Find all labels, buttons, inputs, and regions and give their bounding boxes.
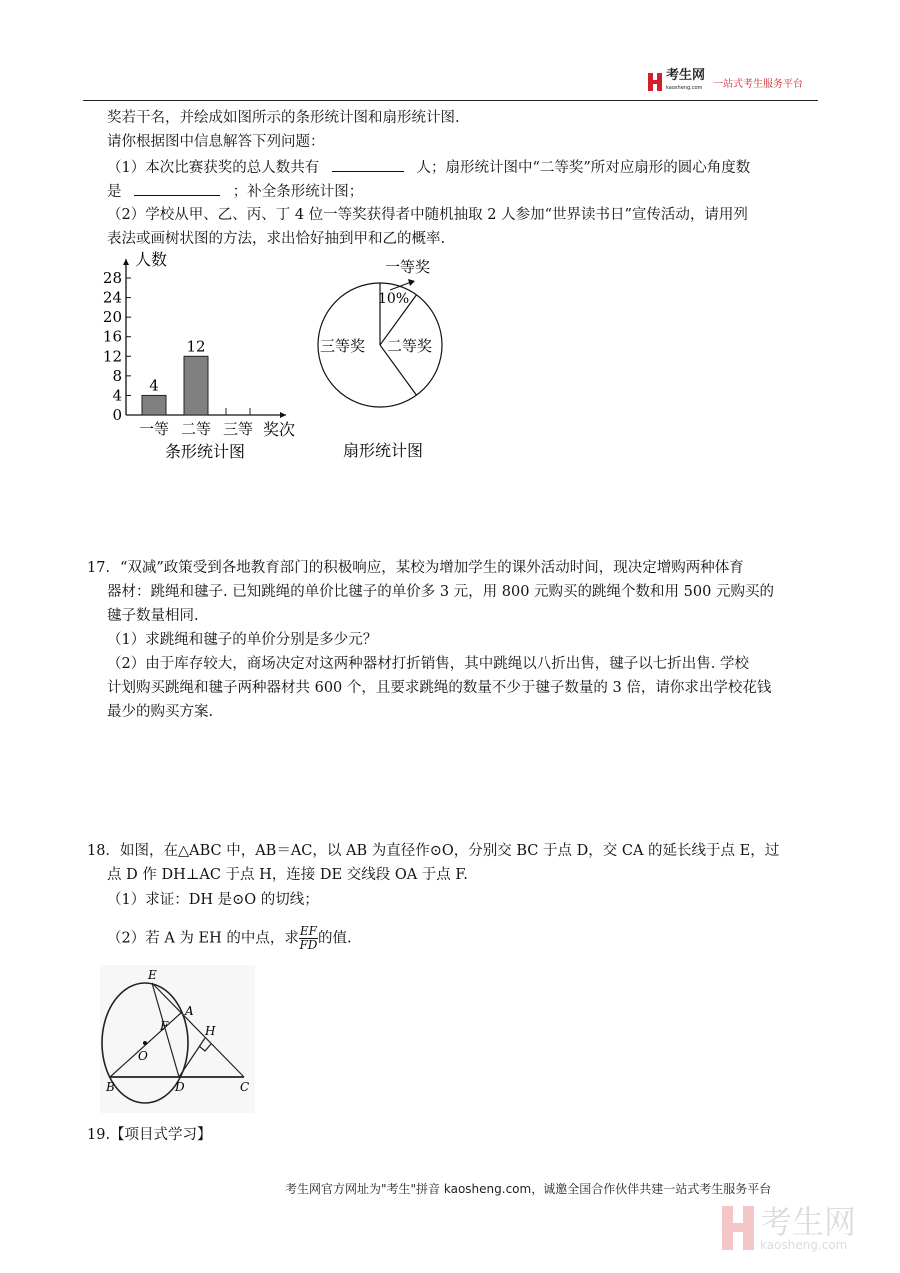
center-point-o (143, 1041, 147, 1045)
footer-text: 考生网官方网址为"考生"拼音 kaosheng.com，诚邀全国合作伙伴共建一站式考生服务平台 (285, 1182, 772, 1196)
watermark-logo-icon (722, 1206, 754, 1250)
q16-part1-text-4: ；补全条形统计图； (232, 184, 364, 200)
header-logo (648, 70, 803, 94)
label-b: B (106, 1080, 115, 1094)
q17-line-2: 器材：跳绳和毽子. 已知跳绳的单价比毽子的单价多 3 元，用 800 元购买的跳绳个数和用 500 元购买的 (107, 584, 774, 600)
q16-part1-cont (107, 181, 363, 202)
q16-line-1: 奖若干名，并绘成如图所示的条形统计图和扇形统计图. (107, 110, 460, 126)
header-slogan: 一站式考生服务平台 (713, 78, 804, 90)
q16-part1-text: （1）本次比赛获奖的总人数共有 (107, 160, 320, 176)
q16-part1 (107, 157, 750, 178)
fraction-ef-fd (299, 925, 318, 952)
q18-part2 (107, 925, 352, 952)
brand-name: 考生网 kaosheng.com (666, 68, 706, 91)
watermark-sub: kaosheng.com (760, 1238, 848, 1252)
y-tick-label: 16 (102, 327, 122, 346)
kaosheng-logo-icon (648, 73, 662, 91)
bar-xlabel: 奖次 (263, 420, 296, 439)
q17-part2: （2）由于库存较大，商场决定对这两种器材打折销售，其中跳绳以八折出售，毽子以七折出售. 学校 (107, 656, 749, 672)
label-c: C (240, 1080, 250, 1094)
q17-line-1: 17．“双减”政策受到各地教育部门的积极响应，某校为增加学生的课外活动时间，现决定增购两种体育 (87, 560, 744, 576)
q17-part2-cont-2: 最少的购买方案. (107, 704, 214, 720)
label-h: H (205, 1024, 216, 1038)
pie-callout-arrow-icon (408, 279, 415, 286)
y-tick-label: 20 (102, 308, 122, 327)
pie-chart (310, 250, 460, 465)
x-tick-label: 二等 (180, 420, 212, 438)
y-tick-label: 24 (102, 288, 122, 307)
watermark (722, 1205, 856, 1251)
bar (142, 395, 166, 415)
bar-ylabel: 人数 (135, 250, 168, 269)
x-axis-arrow-icon (280, 412, 286, 418)
q19-heading: 19.【项目式学习】 (87, 1127, 212, 1143)
bar-data-label: 4 (149, 376, 159, 395)
fraction-denominator: FD (299, 938, 318, 952)
answer-blank-total[interactable] (332, 157, 404, 172)
y-tick-label: 28 (102, 269, 122, 287)
q18-part2-text: （2）若 A 为 EH 的中点，求 (107, 930, 299, 947)
label-d: D (175, 1080, 185, 1094)
y-tick-label: 12 (102, 347, 122, 366)
q17-part2-cont: 计划购买跳绳和毽子两种器材共 600 个，且要求跳绳的数量不少于毽子数量的 3 倍，请你求出学校花钱 (107, 680, 772, 696)
label-f: F (160, 1019, 169, 1033)
q18-line-1: 18．如图，在△ABC 中，AB＝AC，以 AB 为直径作⊙O，分别交 BC 于点 D，交 CA 的延长线于点 E，过 (87, 843, 780, 859)
q16-part2: （2）学校从甲、乙、丙、丁 4 位一等奖获得者中随机抽取 2 人参加“世界读书日”宣传活动，请用列 (107, 207, 748, 223)
label-e: E (148, 968, 157, 982)
q18-part1: （1）求证：DH 是⊙O 的切线； (107, 892, 319, 908)
q16-part2-cont: 表法或画树状图的方法，求出恰好抽到甲和乙的概率. (107, 231, 446, 247)
label-a: A (185, 1004, 194, 1018)
q18-part2-text-2: 的值. (317, 930, 352, 947)
pie-percent-label: 10% (378, 291, 410, 307)
bar (184, 356, 208, 415)
x-tick-label: 三等 (222, 420, 254, 438)
y-tick-label: 8 (112, 366, 122, 385)
bar-data-label: 12 (186, 337, 206, 356)
segment-dh (179, 1038, 205, 1077)
answer-blank-angle[interactable] (134, 181, 220, 196)
pie-label-second: 二等奖 (387, 337, 433, 355)
q17-line-3: 毽子数量相同. (107, 608, 199, 624)
x-tick-label: 一等 (138, 420, 170, 438)
label-o: O (138, 1049, 148, 1063)
pie-label-third: 三等奖 (320, 337, 366, 355)
q16-part1-text-3: 是 (107, 184, 122, 200)
q18-line-2: 点 D 作 DH⊥AC 于点 H，连接 DE 交线段 OA 于点 F. (107, 867, 468, 883)
pie-label-first: 一等奖 (385, 258, 431, 276)
bar-chart (95, 245, 315, 465)
q16-line-2: 请你根据图中信息解答下列问题： (107, 134, 325, 150)
y-tick-label: 4 (112, 386, 122, 405)
y-tick-label: 0 (112, 406, 122, 424)
bar-title: 条形统计图 (165, 442, 246, 461)
y-axis-arrow-icon (123, 259, 129, 265)
q17-part1: （1）求跳绳和毽子的单价分别是多少元？ (107, 632, 378, 648)
fraction-numerator: EF (299, 924, 317, 938)
watermark-text: 考生网 (760, 1203, 857, 1241)
q16-part1-text-2: 人；扇形统计图中“二等奖”所对应扇形的圆心角度数 (416, 160, 751, 176)
pie-title: 扇形统计图 (343, 441, 424, 460)
geometry-figure (100, 965, 255, 1113)
header-divider (83, 100, 818, 101)
